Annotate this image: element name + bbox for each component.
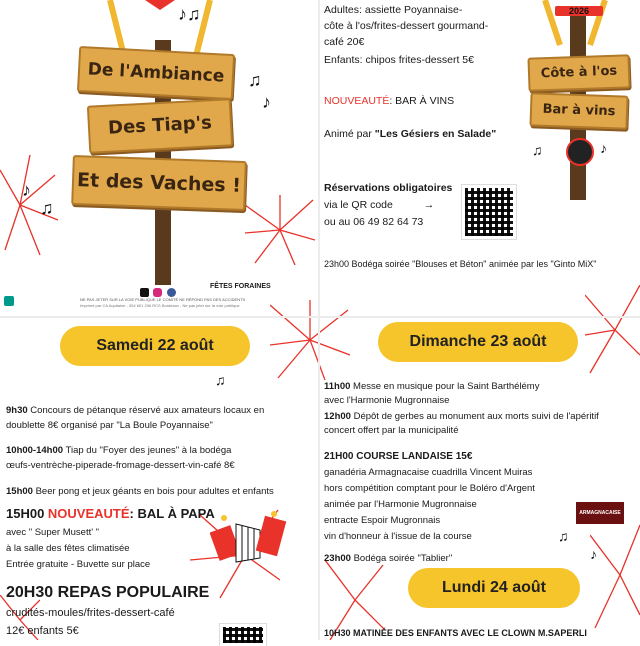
firework-decoration: [585, 285, 640, 375]
music-note-icon: ♫: [215, 372, 226, 388]
saturday-bal-venue: à la salle des fêtes climatisée: [6, 543, 130, 554]
sign-plank-vaches: Et des Vaches !: [71, 155, 247, 211]
music-note-icon: ♪♫: [178, 4, 201, 24]
event-desc: Tiap du "Foyer des jeunes" à la bodéga: [63, 445, 232, 456]
bal-title: : BAL À PAPA: [129, 506, 215, 521]
event-desc: Bodéga soirée "Tablier": [350, 553, 453, 564]
event-time: 15h00: [6, 486, 33, 497]
anime-prefix: Animé par: [324, 128, 375, 140]
instagram-icon: [153, 288, 162, 297]
tiktok-icon: [140, 288, 149, 297]
accordion-icon: [210, 510, 290, 570]
sunday-course-ganaderia: ganadéria Armagnacaise cuadrilla Vincent Muiras: [324, 467, 533, 478]
quadrant-divider-vertical: [318, 0, 320, 640]
saturday-bal-entry: Entrée gratuite - Buvette sur place: [6, 559, 151, 570]
reservation-phone[interactable]: ou au 06 49 82 64 73: [324, 216, 424, 228]
ganaderia-logo: ARMAGNACAISE: [576, 502, 624, 524]
reservation-qr-line: [324, 199, 434, 212]
band-name: "Les Gésiers en Salade": [374, 128, 497, 140]
monday-title-banner: Lundi 24 août: [408, 568, 580, 608]
printer-credit: Imprimé par CA Aquitaine - 304 601 206 RCS Bordeaux - Ne pas jeter sur la voie publique: [80, 303, 240, 308]
nouveaute-label: NOUVEAUTÉ: [324, 95, 390, 107]
event-desc: Dépôt de gerbes au monument aux morts suivi de l'apéritif: [350, 411, 599, 422]
sunday-event-messe-harmonie: avec l'Harmonie Mugronnaise: [324, 395, 450, 406]
sunday-course-entracte: entracte Espoir Mugronnais: [324, 515, 441, 526]
reservation-qr-text: via le QR code: [324, 199, 393, 211]
facebook-icon: [167, 288, 176, 297]
music-note-icon: ♪: [22, 180, 31, 200]
saturday-event-tiap: [6, 444, 231, 457]
event-time: 15H00: [6, 506, 48, 521]
sign-plank-cote: Côte à l'os: [527, 54, 630, 92]
sunday-event-messe: [324, 380, 539, 393]
reservation-qr-code[interactable]: [462, 185, 516, 239]
saturday-night-bodega: 23h00 Bodéga soirée "Blouses et Béton" animée par les "Ginto MiX": [324, 259, 597, 269]
sign-plank-ambiance: De l'Ambiance: [77, 46, 235, 100]
repas-qr-code[interactable]: [220, 624, 266, 646]
animation-credit: [324, 128, 496, 141]
band-logo: [566, 138, 594, 166]
event-time: 12h00: [324, 411, 351, 422]
event-time: 23h00: [324, 553, 351, 564]
event-time: 11h00: [324, 381, 351, 392]
saturday-title-banner: Samedi 22 août: [60, 326, 250, 366]
sunday-event-gerbes: [324, 410, 599, 423]
sunday-event-gerbes-concert: concert offert par la municipalité: [324, 425, 459, 436]
saturday-event-petanque: [6, 404, 264, 417]
quadrant-divider-horizontal: [0, 316, 640, 318]
sunday-course-harmonie: animée par l'Harmonie Mugronnaise: [324, 499, 477, 510]
nouveaute-bar-a-vins: [324, 95, 454, 108]
menu-children: Enfants: chipos frites-dessert 5€: [324, 54, 474, 66]
disclaimer-text: NE PAS JETER SUR LA VOIE PUBLIQUE LE COMITÉ NE RÉPOND PAS DES ACCIDENTS: [80, 297, 246, 302]
menu-adults-line: côte à l'os/frites-dessert gourmand-: [324, 20, 489, 32]
sign-plank-tiaps: Des Tiap's: [87, 98, 233, 153]
fetes-foraines-label: FÊTES FORAINES: [210, 283, 271, 290]
sunday-event-tablier: [324, 552, 452, 565]
firework-decoration: [270, 300, 350, 380]
reservation-title: Réservations obligatoires: [324, 182, 453, 194]
arrow-right-icon: →: [423, 199, 435, 211]
saturday-bal-band: avec " Super Musett' ": [6, 527, 100, 538]
music-note-icon: ♪: [590, 546, 597, 562]
saturday-event-tiap-menu: œufs-ventrèche-piperade-fromage-dessert-vin-café 8€: [6, 460, 235, 471]
event-time: 10h00-14h00: [6, 445, 64, 456]
saturday-repas-title: 20H30 REPAS POPULAIRE: [6, 584, 210, 601]
music-note-icon: ♪: [600, 140, 607, 156]
sunday-course-title: 21H00 COURSE LANDAISE 15€: [324, 451, 473, 462]
event-time: 9h30: [6, 405, 28, 416]
sunday-title-banner: Dimanche 23 août: [378, 322, 578, 362]
saturday-repas-menu: crudités-moules/frites-dessert-café: [6, 607, 175, 619]
monday-event-clown: 10H30 MATINÉE DES ENFANTS AVEC LE CLOWN M.SAPERLI: [324, 628, 587, 638]
sign-plank-bar: Bar à vins: [529, 92, 628, 129]
saturday-event-bal: [6, 506, 215, 522]
music-note-icon: ♫: [248, 70, 262, 90]
event-desc: Messe en musique pour la Saint Barthélémy: [350, 381, 540, 392]
year-banner: 2026: [555, 6, 603, 16]
event-desc: Concours de pétanque réservé aux amateurs locaux en: [27, 405, 265, 416]
saturday-repas-price: 12€ enfants 5€: [6, 625, 79, 637]
music-note-icon: ♫: [532, 142, 543, 158]
firework-decoration: [245, 195, 315, 265]
bar-a-vins-text: : BAR À VINS: [389, 95, 455, 107]
sunday-course-vin: vin d'honneur à l'issue de la course: [324, 531, 472, 542]
saturday-event-beerpong: [6, 485, 274, 498]
music-note-icon: ♫: [40, 198, 54, 218]
saturday-event-petanque-organizer: doublette 8€ organisé par "La Boule Poyannaise": [6, 420, 213, 431]
sunday-course-bolero: hors compétition comptant pour le Boléro d'Argent: [324, 483, 535, 494]
credit-agricole-logo: [4, 296, 14, 306]
event-desc: Beer pong et jeux géants en bois pour adultes et enfants: [32, 486, 274, 497]
nouveaute-label: NOUVEAUTÉ: [47, 506, 130, 521]
music-note-icon: ♫: [558, 528, 569, 544]
menu-adults-price: café 20€: [324, 36, 365, 48]
firework-decoration: [590, 520, 640, 630]
music-note-icon: ♪: [262, 92, 271, 112]
menu-adults-line: Adultes: assiette Poyannaise-: [324, 4, 463, 16]
